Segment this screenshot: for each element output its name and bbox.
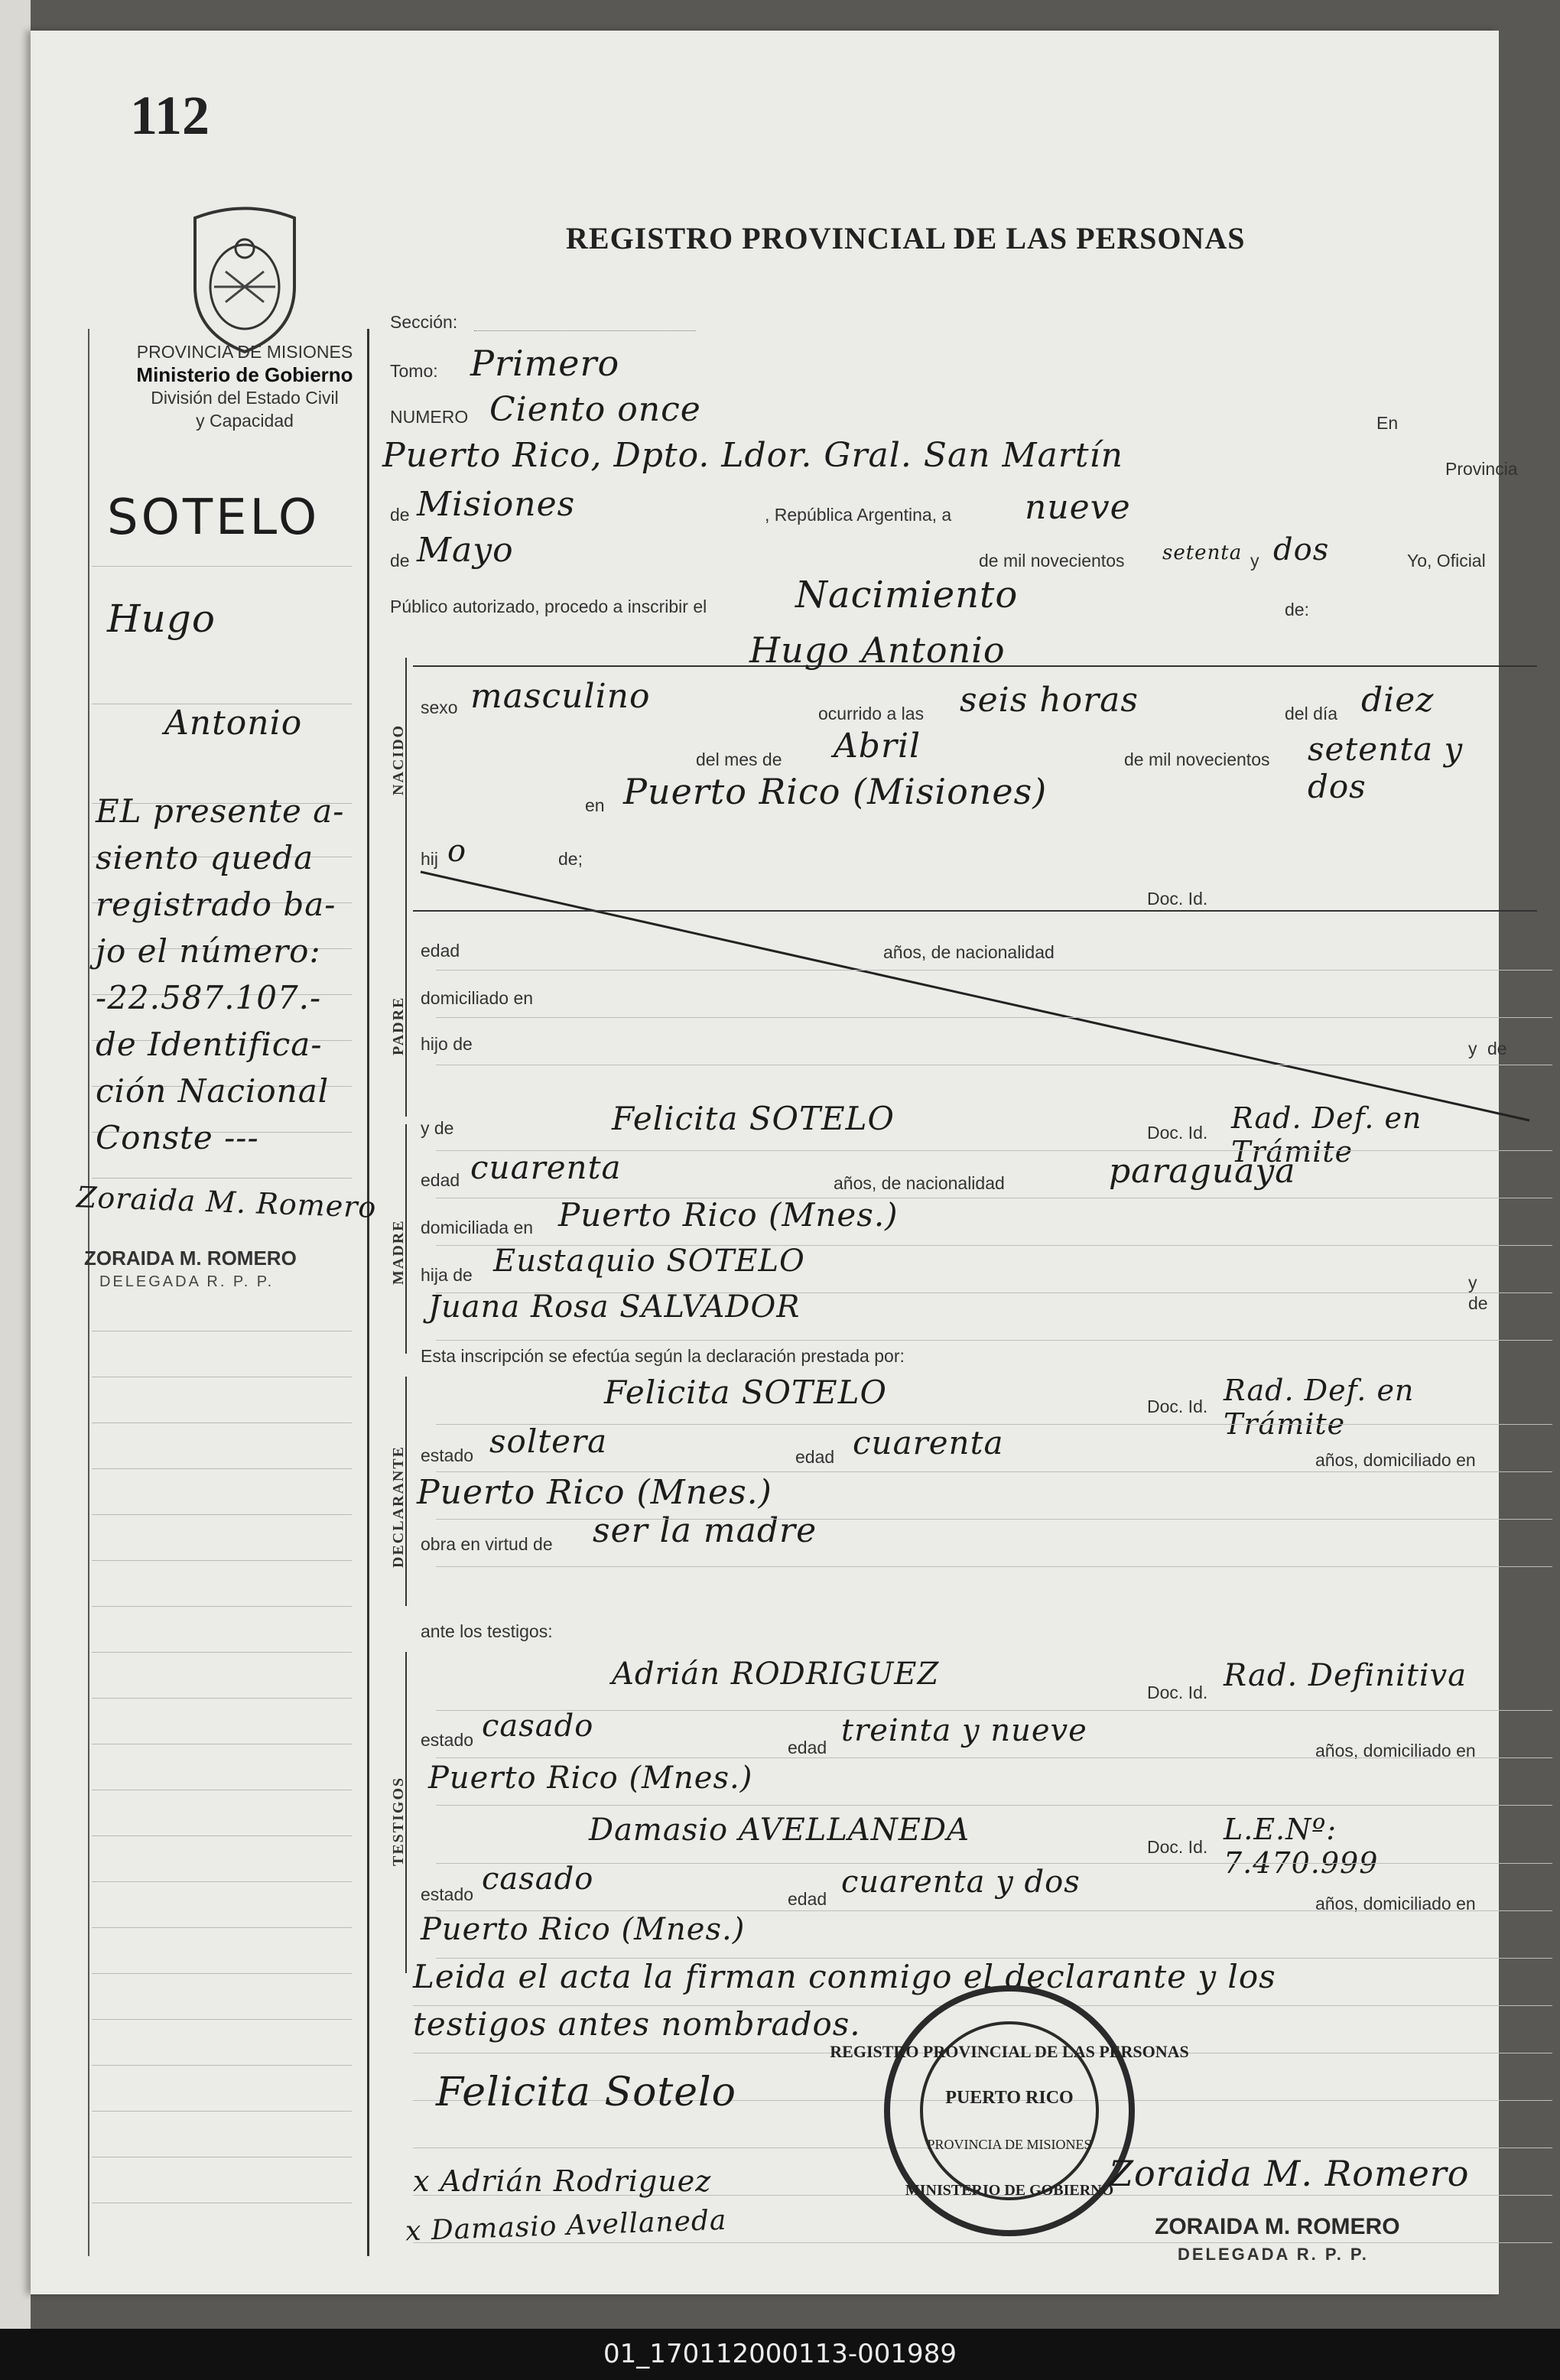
office-division-1: División del Estado Civil bbox=[151, 388, 339, 408]
value-testigo1-nombre: Adrián RODRIGUEZ bbox=[612, 1657, 940, 1692]
value-acto: Nacimiento bbox=[795, 574, 1019, 616]
official-stamp-name: ZORAIDA M. ROMERO bbox=[1155, 2214, 1400, 2239]
label-declarante: DECLARANTE bbox=[390, 1445, 407, 1568]
label-padre-edad: edad bbox=[421, 941, 460, 961]
value-testigo1-edad: treinta y nueve bbox=[841, 1713, 1087, 1748]
round-seal-icon bbox=[830, 1973, 1189, 2248]
value-mes-nac: Abril bbox=[834, 727, 921, 766]
coat-of-arms-icon bbox=[180, 203, 310, 356]
margin-note-line: registrado ba- bbox=[96, 886, 336, 923]
label-y: y bbox=[1250, 551, 1259, 571]
value-ano-nac: setenta y dos bbox=[1308, 730, 1464, 805]
value-testigo1-doc: Rad. Definitiva bbox=[1224, 1658, 1467, 1693]
value-declarante-doc: Rad. Def. en Trámite bbox=[1224, 1374, 1415, 1441]
office-province: PROVINCIA DE MISIONES bbox=[136, 342, 353, 362]
label-testigo1-edad: edad bbox=[788, 1738, 827, 1757]
label-de-2: de bbox=[390, 551, 410, 571]
margin-name-2: Antonio bbox=[164, 704, 303, 743]
label-de-colon: de: bbox=[1285, 600, 1309, 619]
label-testigo1-anos: años, domiciliado en bbox=[1315, 1741, 1476, 1761]
header-title: REGISTRO PROVINCIAL DE LAS PERSONAS bbox=[566, 221, 1246, 255]
margin-column-border bbox=[367, 329, 369, 2256]
padre-top-line bbox=[413, 910, 1537, 912]
value-numero: Ciento once bbox=[489, 390, 701, 429]
value-testigo1-dom: Puerto Rico (Mnes.) bbox=[428, 1761, 753, 1796]
signature-testigo-1: x Adrián Rodriguez bbox=[413, 2164, 712, 2198]
value-testigo2-nombre: Damasio AVELLANEDA bbox=[589, 1813, 970, 1848]
footer-id: 01_170112000113-001989 bbox=[603, 2339, 957, 2369]
label-testigo2-estado: estado bbox=[421, 1884, 474, 1904]
label-testigo2-anos: años, domiciliado en bbox=[1315, 1894, 1476, 1913]
label-madre-doc: Doc. Id. bbox=[1147, 1123, 1208, 1143]
value-declarante-nombre: Felicita SOTELO bbox=[604, 1374, 887, 1411]
value-mes: Mayo bbox=[417, 531, 514, 570]
label-del-mes: del mes de bbox=[696, 749, 782, 769]
signature-oficial: Zoraida M. Romero bbox=[1109, 2153, 1470, 2194]
value-madre-nombre: Felicita SOTELO bbox=[612, 1100, 895, 1137]
label-testigos: TESTIGOS bbox=[390, 1776, 407, 1866]
page-number: 112 bbox=[130, 85, 210, 146]
label-en: En bbox=[1376, 413, 1399, 433]
label-declaracion: Esta inscripción se efectúa según la declaración prestada por: bbox=[421, 1346, 905, 1366]
margin-signature: Zoraida M. Romero bbox=[76, 1180, 378, 1224]
value-provincia: Misiones bbox=[417, 485, 576, 524]
label-de-semicolon: de; bbox=[558, 849, 583, 869]
margin-note-line: siento queda bbox=[96, 839, 314, 876]
margin-stamp-name: ZORAIDA M. ROMERO bbox=[84, 1247, 297, 1270]
label-testigo1-doc: Doc. Id. bbox=[1147, 1683, 1208, 1702]
margin-left-border bbox=[88, 329, 89, 2256]
seal-outer-text: REGISTRO PROVINCIAL DE LAS PERSONAS bbox=[830, 2042, 1189, 2061]
label-madre-dom: domiciliada en bbox=[421, 1218, 534, 1237]
register-page bbox=[31, 31, 1518, 2294]
value-madre-doc: Rad. Def. en Trámite bbox=[1231, 1101, 1422, 1169]
label-padre-dom: domiciliado en bbox=[421, 988, 534, 1008]
label-testigo2-edad: edad bbox=[788, 1889, 827, 1909]
margin-note bbox=[96, 788, 371, 1161]
value-lugar-nac: Puerto Rico (Misiones) bbox=[623, 771, 1048, 812]
value-declarante-edad: cuarenta bbox=[853, 1424, 1004, 1461]
value-dia-nac: diez bbox=[1361, 681, 1435, 720]
label-en-lower: en bbox=[585, 795, 605, 815]
value-testigo2-doc: L.E.Nº: 7.470.999 bbox=[1224, 1813, 1379, 1880]
label-tomo: Tomo: bbox=[390, 361, 438, 381]
label-madre-y-de: y de bbox=[1468, 1273, 1488, 1313]
label-republica: , República Argentina, a bbox=[765, 505, 952, 525]
label-numero: NUMERO bbox=[390, 407, 469, 427]
margin-note-line: Conste --- bbox=[96, 1119, 259, 1156]
office-division-2: y Capacidad bbox=[196, 411, 294, 431]
label-de-mil-2: de mil novecientos bbox=[1124, 749, 1270, 769]
value-madre-madre: Juana Rosa SALVADOR bbox=[428, 1289, 801, 1325]
label-publico: Público autorizado, procedo a inscribir el bbox=[390, 597, 707, 616]
margin-stamp-role: DELEGADA R. P. P. bbox=[99, 1273, 275, 1290]
label-padre-y-de: y bbox=[1468, 1039, 1477, 1058]
value-tomo: Primero bbox=[470, 343, 620, 384]
office-ministry: Ministerio de Gobierno bbox=[136, 363, 353, 386]
label-obra: obra en virtud de bbox=[421, 1534, 553, 1554]
value-testigo1-estado: casado bbox=[482, 1709, 594, 1744]
label-madre: MADRE bbox=[390, 1219, 407, 1285]
signature-testigo-2: x Damasio Avellaneda bbox=[405, 2204, 728, 2248]
value-madre-padre: Eustaquio SOTELO bbox=[493, 1244, 805, 1279]
value-declarante-estado: soltera bbox=[489, 1422, 608, 1460]
label-ante-testigos: ante los testigos: bbox=[421, 1621, 553, 1641]
margin-surname: SOTELO bbox=[107, 489, 320, 546]
label-seccion: Sección: bbox=[390, 312, 458, 332]
label-sexo: sexo bbox=[421, 697, 458, 717]
book-spine bbox=[0, 0, 31, 2380]
value-lugar: Puerto Rico, Dpto. Ldor. Gral. San Martín bbox=[382, 436, 1123, 475]
value-ano-b: dos bbox=[1273, 532, 1330, 567]
office-block bbox=[92, 340, 398, 432]
margin-note-line: EL presente a- bbox=[96, 792, 345, 830]
margin-note-line: jo el número: bbox=[96, 932, 321, 970]
value-madre-nac: paraguaya bbox=[1109, 1152, 1296, 1191]
official-stamp-role: DELEGADA R. P. P. bbox=[1178, 2245, 1369, 2264]
seal-inner-bottom: PROVINCIA DE MISIONES bbox=[927, 2137, 1092, 2152]
label-testigo2-doc: Doc. Id. bbox=[1147, 1837, 1208, 1857]
label-yo-oficial: Yo, Oficial bbox=[1407, 551, 1486, 571]
value-madre-dom: Puerto Rico (Mnes.) bbox=[558, 1196, 899, 1234]
closing-line-1: Leida el acta la firman conmigo el declarante y los bbox=[413, 1958, 1276, 1995]
closing-line-2: testigos antes nombrados. bbox=[413, 2005, 861, 2043]
label-declarante-anos: años, domiciliado en bbox=[1315, 1450, 1476, 1470]
value-declarante-dom: Puerto Rico (Mnes.) bbox=[417, 1473, 772, 1512]
label-declarante-doc: Doc. Id. bbox=[1147, 1396, 1208, 1416]
margin-note-line: de Identifica- bbox=[96, 1026, 323, 1063]
footer-bar bbox=[0, 2329, 1560, 2380]
label-madre-nac: años, de nacionalidad bbox=[834, 1173, 1005, 1193]
value-madre-edad: cuarenta bbox=[470, 1149, 622, 1186]
value-obra: ser la madre bbox=[593, 1511, 817, 1550]
label-ocurrido: ocurrido a las bbox=[818, 704, 925, 723]
label-y-de: y de bbox=[421, 1118, 454, 1138]
value-ano-a: setenta bbox=[1162, 541, 1243, 564]
margin-name-1: Hugo bbox=[107, 597, 216, 641]
label-madre-edad: edad bbox=[421, 1170, 460, 1190]
label-de: de bbox=[390, 505, 410, 525]
label-provincia: Provincia bbox=[1445, 459, 1518, 479]
seal-inner-top: PUERTO RICO bbox=[945, 2088, 1074, 2108]
label-declarante-estado: estado bbox=[421, 1445, 474, 1465]
value-testigo2-edad: cuarenta y dos bbox=[841, 1865, 1081, 1900]
value-testigo2-dom: Puerto Rico (Mnes.) bbox=[421, 1912, 746, 1947]
signature-declarante: Felicita Sotelo bbox=[436, 2069, 736, 2115]
value-testigo2-estado: casado bbox=[482, 1861, 594, 1897]
seal-outer-bottom: MINISTERIO DE GOBIERNO bbox=[905, 2182, 1114, 2199]
label-madre-hija: hija de bbox=[421, 1265, 473, 1285]
margin-note-line: ción Nacional bbox=[96, 1072, 330, 1110]
value-hora: seis horas bbox=[960, 681, 1139, 720]
label-padre-nac: años, de nacionalidad bbox=[883, 942, 1055, 962]
label-hij: hij bbox=[421, 849, 439, 869]
label-del-dia: del día bbox=[1285, 704, 1338, 723]
margin-note-line: -22.587.107.- bbox=[96, 979, 322, 1016]
label-de-mil: de mil novecientos bbox=[979, 551, 1125, 571]
label-padre: PADRE bbox=[390, 996, 407, 1055]
label-padre-de: de bbox=[1487, 1039, 1507, 1058]
value-dia: nueve bbox=[1025, 488, 1131, 527]
value-nacido-nombre: Hugo Antonio bbox=[749, 629, 1006, 671]
value-hij-suffix: o bbox=[447, 834, 467, 869]
label-doc-id: Doc. Id. bbox=[1147, 889, 1208, 909]
label-nacido: NACIDO bbox=[390, 723, 407, 795]
value-sexo: masculino bbox=[470, 677, 651, 716]
label-declarante-edad: edad bbox=[795, 1447, 835, 1467]
label-padre-hijo: hijo de bbox=[421, 1034, 473, 1054]
label-testigo1-estado: estado bbox=[421, 1730, 474, 1750]
